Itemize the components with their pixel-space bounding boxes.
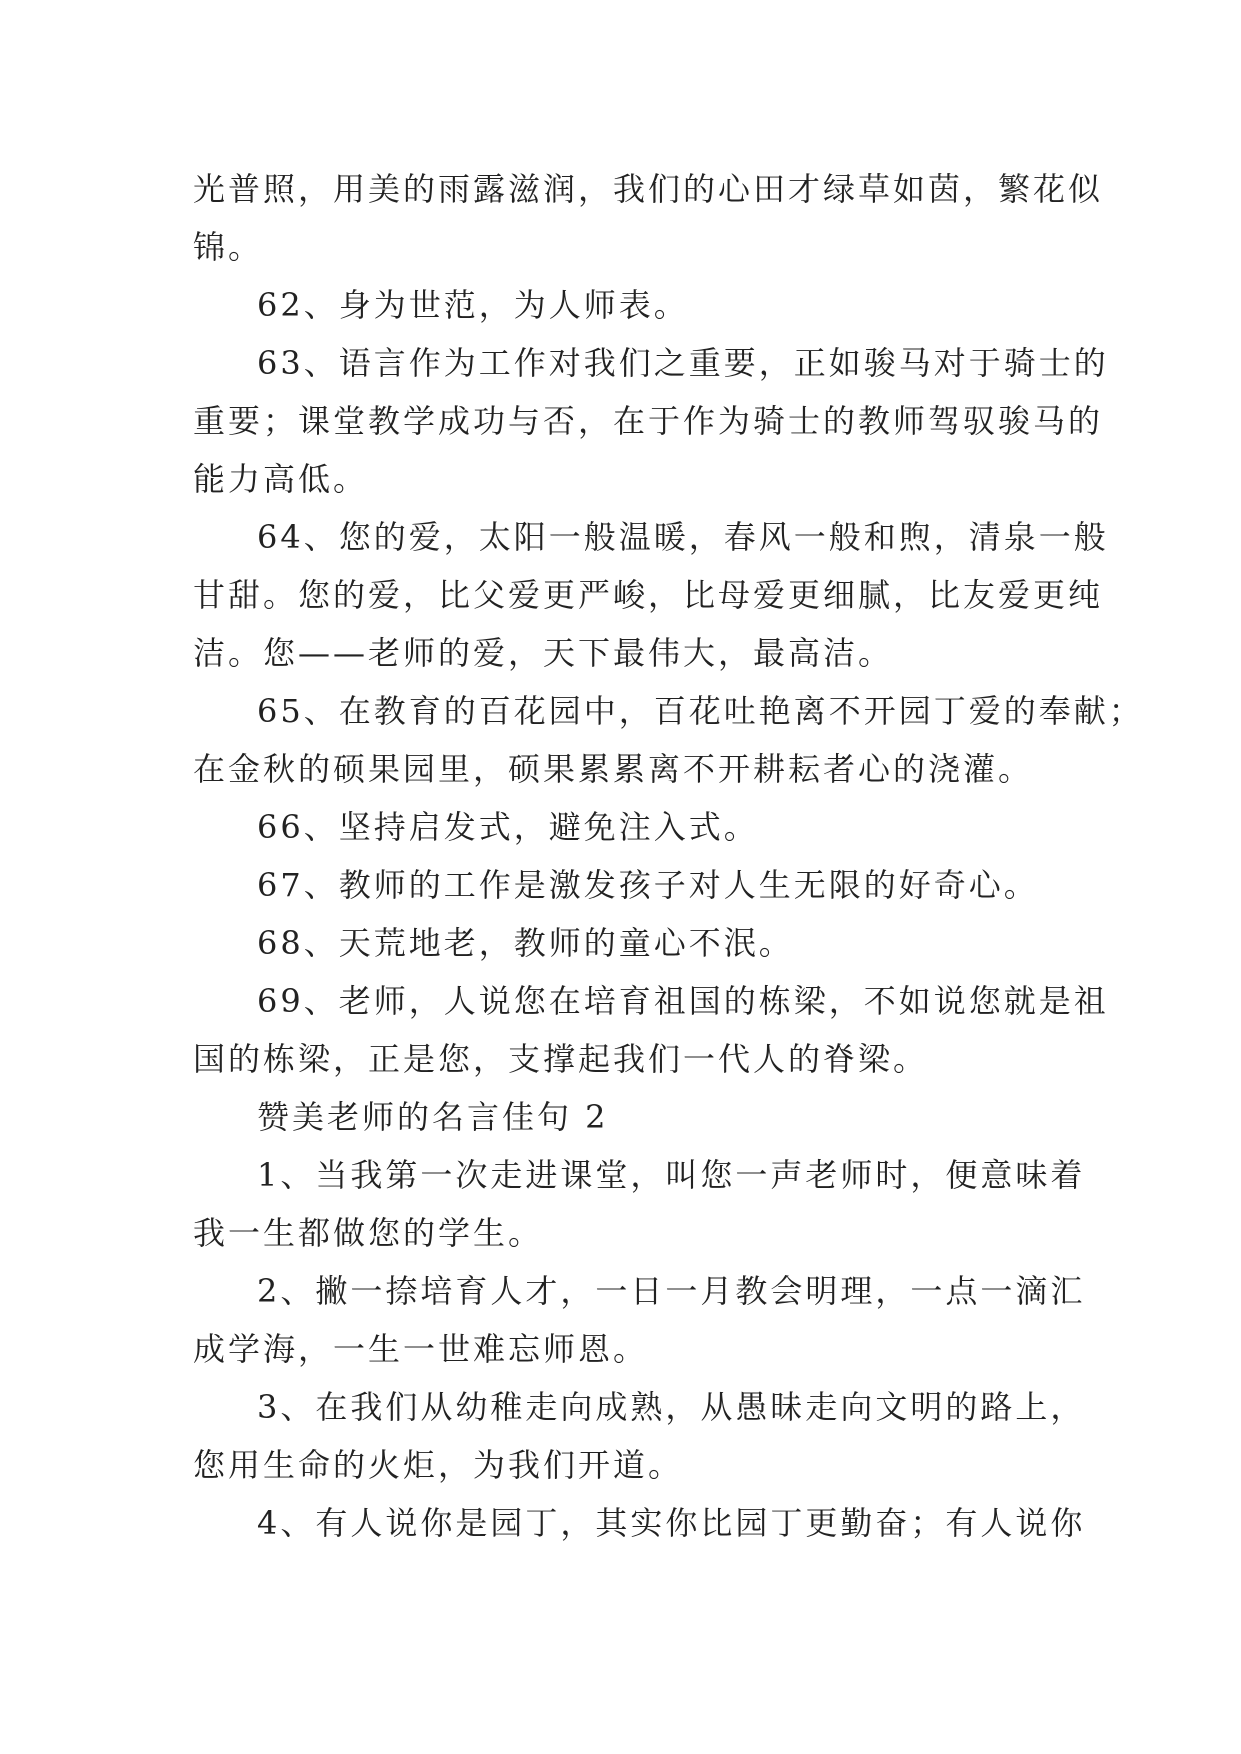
paragraph xyxy=(193,334,1109,508)
text-line: 69、老师，人说您在培育祖国的栋梁，不如说您就是祖 xyxy=(257,982,1109,1020)
text-line: 您用生命的火炬，为我们开道。 xyxy=(193,1446,684,1484)
paragraph xyxy=(193,1088,1053,1146)
paragraph xyxy=(193,914,1053,972)
text-line: 68、天荒地老，教师的童心不泯。 xyxy=(257,924,794,962)
text-line: 成学海，一生一世难忘师恩。 xyxy=(193,1330,649,1368)
text-line: 重要；课堂教学成功与否，在于作为骑士的教师驾驭骏马的 xyxy=(193,402,1104,440)
text-line: 63、语言作为工作对我们之重要，正如骏马对于骑士的 xyxy=(257,344,1109,382)
paragraph xyxy=(193,160,1104,276)
text-line: 我一生都做您的学生。 xyxy=(193,1214,544,1252)
paragraph xyxy=(193,972,1109,1088)
paragraph xyxy=(193,276,1053,334)
text-line: 64、您的爱，太阳一般温暖，春风一般和煦，清泉一般 xyxy=(257,518,1109,556)
text-line: 甘甜。您的爱，比父爱更严峻，比母爱更细腻，比友爱更纯 xyxy=(193,576,1104,614)
text-line: 光普照，用美的雨露滋润，我们的心田才绿草如茵，繁花似 xyxy=(193,170,1104,208)
text-line: 3、在我们从幼稚走向成熟，从愚昧走向文明的路上， xyxy=(257,1388,1086,1426)
text-line: 锦。 xyxy=(193,228,264,266)
text-line: 67、教师的工作是激发孩子对人生无限的好奇心。 xyxy=(257,866,1039,904)
text-line: 在金秋的硕果园里，硕果累累离不开耕耘者心的浇灌。 xyxy=(193,750,1034,788)
paragraph xyxy=(193,1262,1086,1378)
paragraph xyxy=(193,1146,1086,1262)
paragraph xyxy=(193,798,1053,856)
text-line: 66、坚持启发式，避免注入式。 xyxy=(257,808,759,846)
text-line: 1、当我第一次走进课堂，叫您一声老师时，便意味着 xyxy=(257,1156,1086,1194)
text-line: 能力高低。 xyxy=(193,460,369,498)
paragraph xyxy=(193,508,1109,682)
document-body xyxy=(193,160,1144,1552)
paragraph xyxy=(193,1494,1086,1552)
text-line: 赞美老师的名言佳句 2 xyxy=(257,1098,609,1136)
text-line: 65、在教育的百花园中，百花吐艳离不开园丁爱的奉献； xyxy=(257,692,1144,730)
text-line: 62、身为世范，为人师表。 xyxy=(257,286,689,324)
text-line: 4、有人说你是园丁，其实你比园丁更勤奋；有人说你 xyxy=(257,1504,1086,1542)
text-line: 国的栋梁，正是您，支撑起我们一代人的脊梁。 xyxy=(193,1040,929,1078)
text-line: 洁。您——老师的爱，天下最伟大，最高洁。 xyxy=(193,634,894,672)
paragraph xyxy=(193,1378,1086,1494)
paragraph xyxy=(193,856,1053,914)
text-line: 2、撇一捺培育人才，一日一月教会明理，一点一滴汇 xyxy=(257,1272,1086,1310)
paragraph xyxy=(193,682,1144,798)
